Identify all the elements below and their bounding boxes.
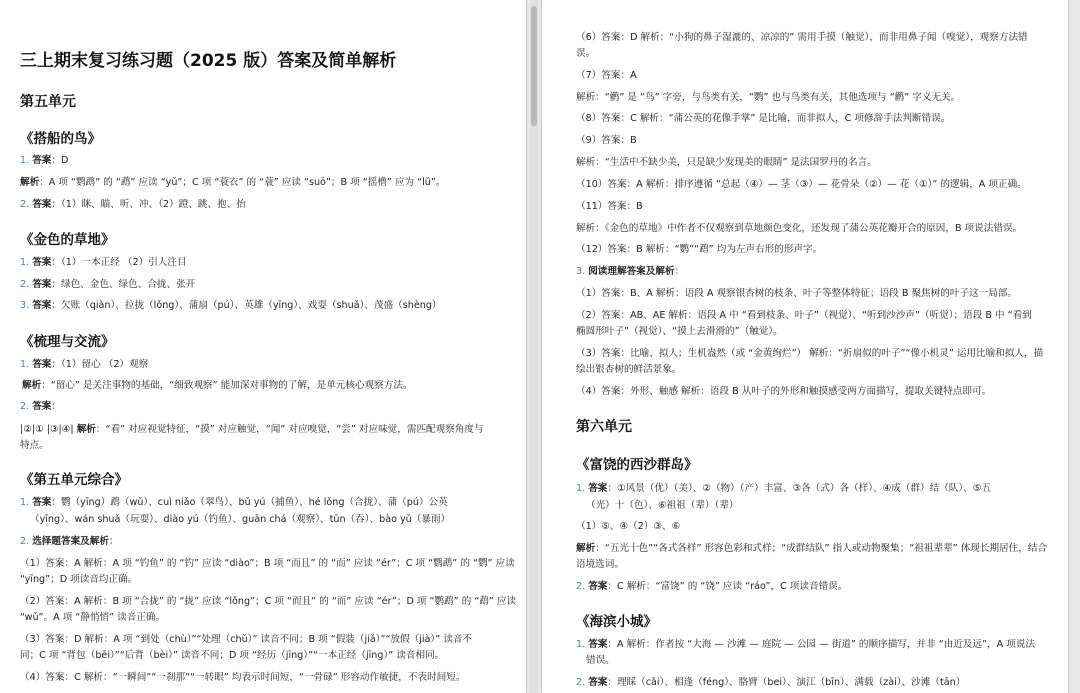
answer-line: （光）十（色）、⑥祖祖（辈）（辈） (586, 500, 739, 511)
answer-line: （6）答案：D 解析：“小狗的鼻子湿漉的、凉凉的” 需用手摸（触觉），而非用鼻子闻（嗅觉），观察方法错 (576, 32, 1028, 43)
lesson-heading-zonghe: 《第五单元综合》 (20, 472, 128, 488)
explanation-line: 解析：“五光十色”“各式各样” 形容色彩和式样；“成群结队” 指人或动物聚集；“祖祖辈辈” 体现长期居住，结合 (576, 543, 1048, 554)
explanation-line: 特点。 (20, 440, 49, 451)
unit5-heading: 第五单元 (20, 94, 76, 110)
answer-line: 2. 答案： (20, 401, 61, 412)
explanation-line: 解析：“鹳” 是 “鸟” 字旁，与鸟类有关，“鹦” 也与鸟类有关，其他选项与 “鹳” 字义无关。 (576, 92, 961, 103)
answer-line: （1）⑤、④（2）③、⑥ (576, 521, 681, 532)
answer-line: （7）答案：A (576, 70, 637, 81)
answer-line: 椭圆形叶子”（视觉）、“摸上去滑滑的”（触觉）。 (576, 326, 783, 337)
answer-line: （8）答案：C 解析：“蒲公英的花像手掌” 是比喻，而非拟人，C 项修辞手法判断错误。 (576, 113, 951, 124)
answer-line: 1. 答案：（1）一本正经 （2）引人注目 (20, 257, 187, 268)
explanation-line: 解析：“生活中不缺少美，只是缺少发现美的眼睛” 是法国罗丹的名言。 (576, 157, 877, 168)
answer-line: 错误。 (586, 655, 615, 666)
explanation-line: 解析：A 项 “鹦鹉” 的 “鹉” 应读 “yǔ”；C 项 “蓑衣” 的 “蓑” 应读 “suō”；B 项 “摇橹” 应为 “lǔ”。 (20, 177, 446, 188)
answer-line: （3）答案：比喻、拟人；生机盎然（或 “金黄绚烂”） 解析：“折扇似的叶子”“像小机灵” 运用比喻和拟人，描 (576, 348, 1044, 359)
answer-line: （4）答案：C 解析：“一瞬间”“一刹那”“一转眼” 均表示时间短，“一骨碌” 形容动作敏捷，不表时间短。 (20, 672, 466, 683)
answer-line: “wǔ”。A 项 “静悄悄” 读音正确。 (20, 612, 166, 623)
answer-line: 误。 (576, 48, 596, 59)
answer-line: （2）答案：AB、AE 解析：语段 A 中 “看到枝条、叶子”（视觉）、“听到沙沙声”（听觉）；语段 B 中 “看到 (576, 310, 1032, 321)
answer-line: 1. 答案：D (20, 155, 69, 166)
section-heading: 3. 阅读理解答案及解析： (576, 266, 685, 277)
answer-line: （1）答案：A 解析：A 项 “钓鱼” 的 “钓” 应读 “diào”；B 项 “而且” 的 “而” 应读 “ér”；C 项 “鹦鹉” 的 “鹦” 应读 (20, 558, 515, 569)
answer-line: （2）答案：A 解析：B 项 “合拢” 的 “拢” 应读 “lǒng”；C 项 “而且” 的 “而” 应读 “ér”；D 项 “鹦鹉” 的 “鹉” 应读 (20, 596, 517, 607)
section-heading: 2. 选择题答案及解析： (20, 536, 119, 547)
answer-line: （12）答案：B 解析：“鹦”“鹉” 均为左声右形的形声字。 (576, 244, 823, 255)
scrollbar-thumb[interactable] (531, 6, 537, 126)
document-title: 三上期末复习练习题（2025 版）答案及简单解析 (20, 51, 397, 71)
answer-line: 同；C 项 “背包（bēi）”“后背（bèi）” 读音不同；D 项 “经历（jīng）”“一本正经（jīng）” 读音相同。 (20, 650, 445, 661)
answer-line: 1. 答案：（1）留心 （2）观察 (20, 359, 149, 370)
answer-line: 2. 答案：理睬（cǎi）、相逢（féng）、胳臂（bei）、演江（bīn）、满载（zài）、沙滩（tān） (576, 677, 966, 688)
answer-line: （3）答案：D 解析：A 项 “到处（chù）”“处理（chǔ）” 读音不同；B 项 “假装（jiǎ）”“放假（jià）” 读音不 (20, 634, 473, 645)
answer-line: 1. 答案：鹦（yīng）鹉（wǔ）、cuì niǎo（翠鸟）、bǔ yú（捕鱼）、hé lǒng（合拢）、蒲（pú）公英 (20, 497, 448, 508)
explanation-line: |②|① |③|④| 解析：“看” 对应视觉特征，“摸” 对应触觉，“闻” 对应嗅觉，“尝” 对应味觉，需匹配观察角度与 (20, 424, 484, 435)
lesson-heading-dachuan: 《搭船的鸟》 (20, 131, 101, 147)
vertical-scrollbar[interactable] (530, 0, 538, 693)
answer-line: “yīng”；D 项读音均正确。 (20, 574, 138, 585)
lesson-heading-caodi: 《金色的草地》 (20, 232, 115, 248)
explanation-line: 语境选词。 (576, 559, 624, 570)
answer-line: （10）答案：A 解析：排序遵循 “总起（④）— 茎（③）— 花骨朵（②）— 花（①）” 的逻辑，A 项正确。 (576, 179, 1027, 190)
answer-line: （1）答案：B、A 解析：语段 A 观察银杏树的枝条、叶子等整体特征；语段 B 聚焦树的叶子这一局部。 (576, 288, 1017, 299)
explanation-line: 解析：《金色的草地》中作者不仅观察到草地颜色变化，还发现了蒲公英花瓣开合的原因，B 项说法错误。 (576, 223, 1023, 234)
answer-line: 绘出银杏树的鲜活景象。 (576, 364, 682, 375)
answer-line: 1. 答案：A 解析：作者按 “大海 — 沙滩 — 庭院 — 公园 — 街道” 的顺序描写，并非 “由近及远”，A 项说法 (576, 639, 1036, 650)
answer-line: 2. 答案：绿色、金色、绿色、合拢、张开 (20, 279, 196, 290)
document-page-left (0, 0, 526, 693)
explanation-line: 解析：“留心” 是关注事物的基础，“细致观察” 能加深对事物的了解，是单元核心观察方法。 (22, 380, 413, 391)
document-page-right (542, 0, 1068, 693)
answer-line: （11）答案：B (576, 201, 643, 212)
lesson-heading-haibin: 《海滨小城》 (576, 614, 657, 630)
answer-line: 1. 答案：①风景（优）（美）、②（物）（产）丰富、③各（式）各（样）、④成（群）结（队）、⑤五 (576, 483, 991, 494)
answer-line: （9）答案：B (576, 135, 637, 146)
answer-line: 3. 答案：欠账（qiàn）、拉拢（lǒng）、蒲扇（pú）、英雄（yīng）、戏耍（shuǎ）、茂盛（shèng） (20, 300, 442, 311)
answer-line: 2. 答案：C 解析：“富饶” 的 “饶” 应读 “ráo”，C 项读音错误。 (576, 581, 848, 592)
lesson-heading-xisha: 《富饶的西沙群岛》 (576, 457, 698, 473)
answer-line: 2. 答案：（1）眯、瞄、听、冲、（2）蹬、跳、抱、抬 (20, 199, 246, 210)
unit6-heading: 第六单元 (576, 419, 632, 435)
answer-line: （yīng）、wán shuǎ（玩耍）、diào yú（钓鱼）、guān chá（观察）、tūn（吞）、bào yǔ（暴雨） (30, 514, 451, 525)
answer-line: （4）答案：外形、触感 解析：语段 B 从叶子的外形和触摸感受两方面描写，提取关键特点即可。 (576, 386, 992, 397)
lesson-heading-shuli: 《梳理与交流》 (20, 334, 115, 350)
